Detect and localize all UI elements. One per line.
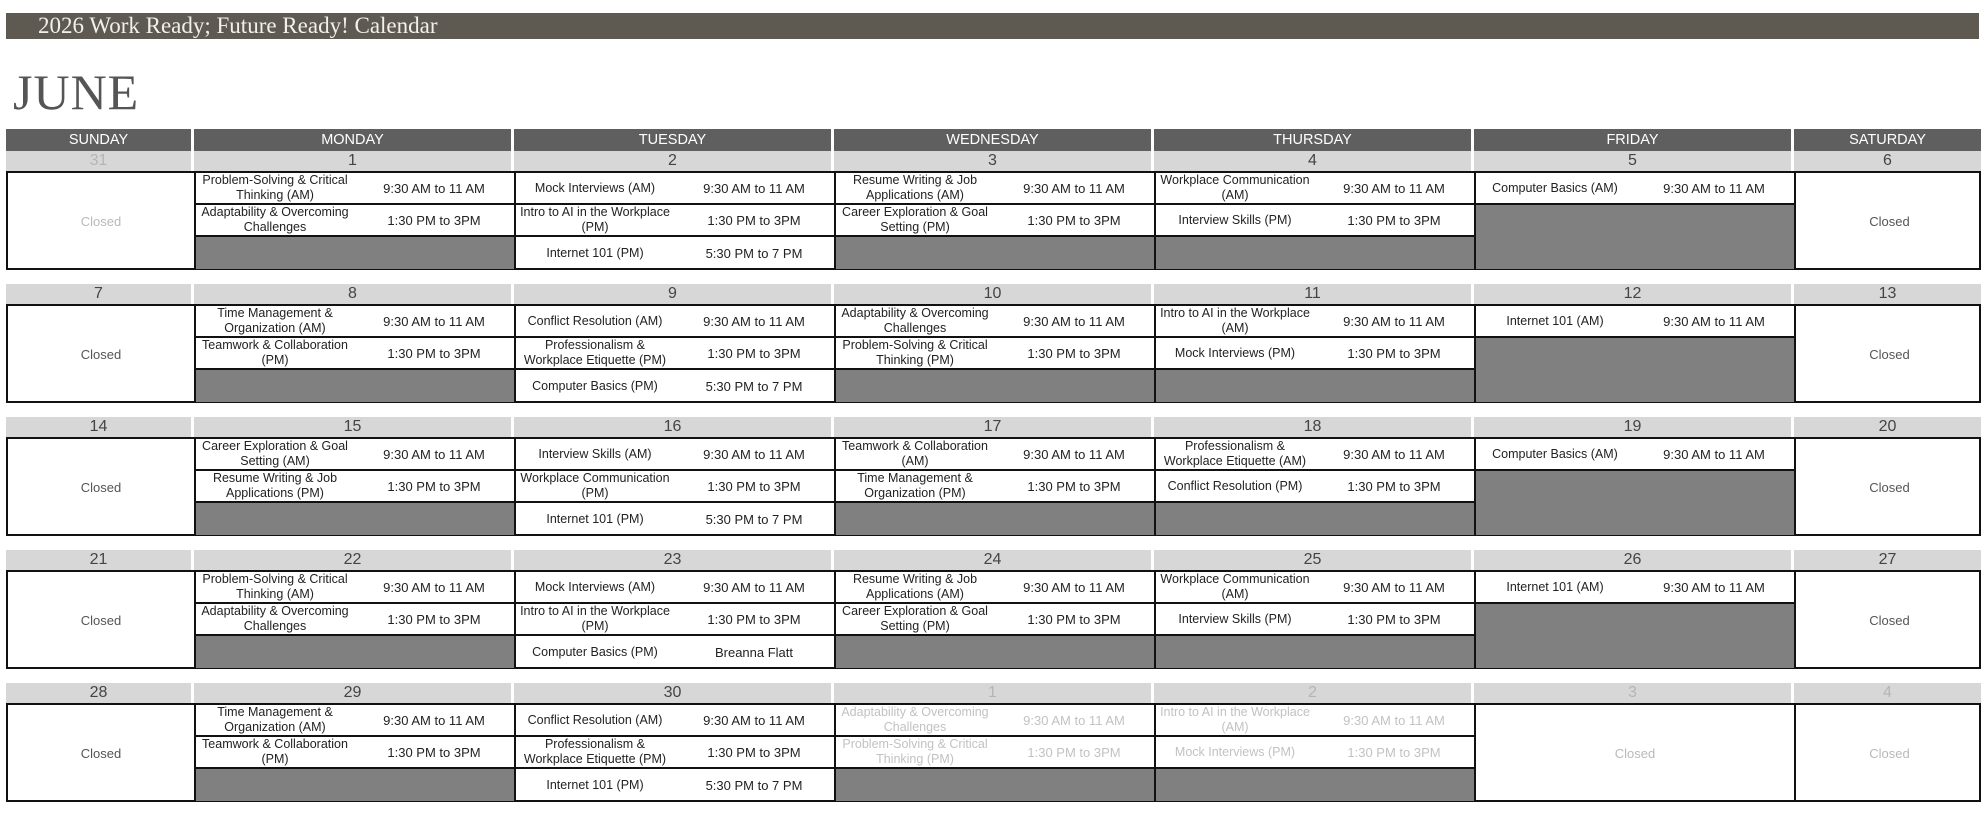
- date-number: 2: [514, 151, 834, 171]
- date-number: 5: [1474, 151, 1794, 171]
- day-cell: [516, 572, 836, 668]
- session-slot: [516, 737, 834, 769]
- day-cell: [836, 173, 1156, 269]
- session-time: 5:30 PM to 7 PM: [705, 511, 803, 527]
- session-slot: [196, 705, 514, 737]
- empty-slot-fill: [1476, 338, 1794, 402]
- session-name: Workplace Communication (PM): [520, 471, 670, 500]
- date-number: 10: [834, 284, 1154, 304]
- date-number: 2: [1154, 683, 1474, 703]
- empty-slot-fill: [1476, 205, 1794, 269]
- closed-label: Closed: [80, 612, 122, 628]
- date-number: 14: [6, 417, 194, 437]
- session-slot: [196, 439, 514, 471]
- empty-slot-fill: [196, 769, 514, 801]
- session-time: 1:30 PM to 3PM: [1347, 478, 1441, 494]
- empty-slot-fill: [1156, 503, 1474, 535]
- session-name: Teamwork & Collaboration (AM): [842, 439, 988, 468]
- session-name: Internet 101 (PM): [546, 777, 644, 792]
- closed-label: Closed: [1869, 745, 1910, 761]
- date-number: 19: [1474, 417, 1794, 437]
- session-time: 9:30 AM to 11 AM: [1023, 579, 1125, 595]
- session-slot: [1156, 705, 1474, 737]
- session-name: Resume Writing & Job Applications (PM): [212, 471, 338, 500]
- session-name: Intro to AI in the Workplace (AM): [1160, 705, 1310, 734]
- day-cell: [836, 306, 1156, 402]
- closed-label: Closed: [1869, 479, 1910, 495]
- session-slot: [836, 439, 1154, 471]
- weekday-header-wednesday: WEDNESDAY: [834, 129, 1154, 151]
- session-time: 9:30 AM to 11 AM: [1343, 446, 1445, 462]
- session-name: Time Management & Organization (AM): [217, 705, 333, 734]
- session-slot: [836, 205, 1154, 237]
- date-number: 3: [834, 151, 1154, 171]
- session-time: 9:30 AM to 11 AM: [383, 180, 485, 196]
- session-slot: [516, 572, 834, 604]
- session-slot: [1156, 471, 1474, 503]
- week-row: [6, 417, 1981, 536]
- session-time: 9:30 AM to 11 AM: [1023, 180, 1125, 196]
- session-time: 9:30 AM to 11 AM: [1023, 446, 1125, 462]
- session-time: 5:30 PM to 7 PM: [705, 245, 803, 261]
- date-number: 9: [514, 284, 834, 304]
- session-name: Resume Writing & Job Applications (AM): [852, 572, 978, 601]
- session-name: Problem-Solving & Critical Thinking (AM): [202, 572, 348, 601]
- session-slot: [196, 737, 514, 769]
- closed-label: Closed: [80, 479, 122, 495]
- weeks-container: [6, 151, 1981, 802]
- week-body: [6, 304, 1981, 403]
- session-time: 9:30 AM to 11 AM: [703, 579, 805, 595]
- session-slot: [836, 173, 1154, 205]
- session-name: Conflict Resolution (AM): [527, 712, 663, 727]
- session-slot: [516, 370, 834, 402]
- session-slot: [516, 237, 834, 269]
- session-name: Professionalism & Workplace Etiquette (PM): [523, 338, 667, 367]
- weekday-header-row: [6, 129, 1981, 151]
- session-name: Computer Basics (AM): [1492, 180, 1618, 195]
- session-time: 1:30 PM to 3PM: [1027, 744, 1121, 760]
- date-number: 28: [6, 683, 194, 703]
- date-number: 16: [514, 417, 834, 437]
- session-time: Breanna Flatt: [714, 644, 794, 660]
- session-time: 1:30 PM to 3PM: [1347, 744, 1441, 760]
- day-cell: [8, 572, 196, 668]
- day-cell: [196, 306, 516, 402]
- session-name: Career Exploration & Goal Setting (AM): [202, 439, 348, 468]
- weekday-header-sunday: SUNDAY: [6, 129, 194, 151]
- session-time: 9:30 AM to 11 AM: [383, 313, 485, 329]
- day-cell: [1476, 439, 1796, 535]
- weekday-header-thursday: THURSDAY: [1154, 129, 1474, 151]
- session-slot: [516, 636, 834, 668]
- empty-slot-fill: [196, 237, 514, 269]
- weekday-header-saturday: SATURDAY: [1849, 132, 1926, 148]
- day-cell: [196, 705, 516, 801]
- week-row: [6, 683, 1981, 802]
- session-time: 1:30 PM to 3PM: [387, 212, 481, 228]
- session-name: Conflict Resolution (AM): [527, 313, 663, 328]
- date-number: 26: [1474, 550, 1794, 570]
- session-slot: [196, 173, 514, 205]
- session-slot: [1476, 572, 1794, 604]
- session-name: Computer Basics (PM): [532, 644, 658, 659]
- day-cell: [1476, 173, 1796, 269]
- session-slot: [1476, 306, 1794, 338]
- session-slot: [516, 338, 834, 370]
- session-name: Mock Interviews (AM): [534, 579, 656, 594]
- empty-slot-fill: [1476, 604, 1794, 668]
- session-slot: [196, 471, 514, 503]
- session-name: Internet 101 (PM): [546, 511, 644, 526]
- session-slot: [1156, 173, 1474, 205]
- day-cell: [1156, 705, 1476, 801]
- session-time: 1:30 PM to 3PM: [707, 744, 801, 760]
- session-time: 1:30 PM to 3PM: [1347, 611, 1441, 627]
- empty-slot-fill: [1156, 237, 1474, 269]
- closed-label: Closed: [1869, 213, 1910, 229]
- empty-slot-fill: [1156, 370, 1474, 402]
- session-time: 1:30 PM to 3PM: [707, 345, 801, 361]
- session-slot: [1156, 737, 1474, 769]
- empty-slot-fill: [1476, 471, 1794, 535]
- session-slot: [1476, 173, 1794, 205]
- session-name: Professionalism & Workplace Etiquette (PM): [523, 737, 667, 766]
- session-time: 9:30 AM to 11 AM: [383, 579, 485, 595]
- session-time: 9:30 AM to 11 AM: [1023, 313, 1125, 329]
- session-name: Mock Interviews (PM): [1174, 744, 1296, 759]
- session-name: Career Exploration & Goal Setting (PM): [842, 604, 988, 633]
- session-time: 9:30 AM to 11 AM: [1343, 313, 1445, 329]
- day-cell: [516, 439, 836, 535]
- date-number: 27: [1878, 551, 1897, 568]
- day-cell: [1476, 306, 1796, 402]
- session-time: 9:30 AM to 11 AM: [1663, 446, 1765, 462]
- session-slot: [1156, 604, 1474, 636]
- closed-label: Closed: [80, 745, 122, 761]
- session-slot: [1476, 439, 1794, 471]
- date-number: 21: [6, 550, 194, 570]
- session-time: 1:30 PM to 3PM: [1027, 212, 1121, 228]
- empty-slot-fill: [836, 237, 1154, 269]
- session-name: Problem-Solving & Critical Thinking (PM): [842, 737, 988, 766]
- session-name: Adaptability & Overcoming Challenges: [201, 205, 349, 234]
- session-slot: [1156, 572, 1474, 604]
- day-cell: [1796, 306, 1983, 402]
- session-name: Adaptability & Overcoming Challenges: [201, 604, 349, 633]
- day-cell: [1476, 572, 1796, 668]
- session-name: Mock Interviews (PM): [1174, 345, 1296, 360]
- date-number: 4: [1154, 151, 1474, 171]
- session-time: 9:30 AM to 11 AM: [703, 313, 805, 329]
- date-number: 15: [194, 417, 514, 437]
- empty-slot-fill: [836, 769, 1154, 801]
- week-row: [6, 284, 1981, 403]
- date-number-row: [6, 151, 1981, 171]
- session-name: Professionalism & Workplace Etiquette (AM): [1163, 439, 1307, 468]
- day-cell: [1156, 306, 1476, 402]
- date-number-row: [6, 550, 1981, 570]
- session-time: 9:30 AM to 11 AM: [703, 446, 805, 462]
- closed-label: Closed: [1614, 745, 1656, 761]
- session-time: 1:30 PM to 3PM: [387, 345, 481, 361]
- session-name: Problem-Solving & Critical Thinking (AM): [202, 173, 348, 202]
- session-slot: [516, 306, 834, 338]
- empty-slot-fill: [196, 503, 514, 535]
- day-cell: [836, 705, 1156, 801]
- session-name: Resume Writing & Job Applications (AM): [852, 173, 978, 202]
- session-time: 9:30 AM to 11 AM: [1663, 579, 1765, 595]
- day-cell: [8, 705, 196, 801]
- session-name: Interview Skills (AM): [538, 446, 652, 461]
- session-time: 9:30 AM to 11 AM: [1663, 313, 1765, 329]
- session-slot: [1156, 338, 1474, 370]
- date-number: 22: [194, 550, 514, 570]
- empty-slot-fill: [836, 503, 1154, 535]
- calendar-banner-title: 2026 Work Ready; Future Ready! Calendar: [6, 13, 1979, 39]
- session-time: 9:30 AM to 11 AM: [383, 712, 485, 728]
- session-name: Intro to AI in the Workplace (PM): [520, 604, 670, 633]
- session-name: Workplace Communication (AM): [1160, 572, 1310, 601]
- day-cell: [836, 439, 1156, 535]
- session-name: Computer Basics (PM): [532, 378, 658, 393]
- empty-slot-fill: [1156, 636, 1474, 668]
- session-name: Intro to AI in the Workplace (PM): [520, 205, 670, 234]
- session-name: Problem-Solving & Critical Thinking (PM): [842, 338, 988, 367]
- date-number: 11: [1154, 284, 1474, 304]
- session-slot: [516, 769, 834, 801]
- date-number: 12: [1474, 284, 1794, 304]
- day-cell: [1476, 705, 1796, 801]
- session-slot: [196, 205, 514, 237]
- session-slot: [516, 705, 834, 737]
- week-row: [6, 151, 1981, 270]
- calendar-grid: [6, 129, 1981, 816]
- session-slot: [1156, 205, 1474, 237]
- session-time: 9:30 AM to 11 AM: [1343, 579, 1445, 595]
- empty-slot-fill: [836, 636, 1154, 668]
- date-number: 30: [514, 683, 834, 703]
- empty-slot-fill: [196, 636, 514, 668]
- date-number: 31: [6, 151, 194, 171]
- session-name: Conflict Resolution (PM): [1167, 478, 1303, 493]
- session-name: Interview Skills (PM): [1178, 212, 1292, 227]
- day-cell: [1156, 572, 1476, 668]
- session-time: 9:30 AM to 11 AM: [1663, 180, 1765, 196]
- session-name: Time Management & Organization (PM): [857, 471, 973, 500]
- session-slot: [516, 471, 834, 503]
- session-time: 9:30 AM to 11 AM: [1023, 712, 1125, 728]
- closed-label: Closed: [1869, 346, 1910, 362]
- day-cell: [1156, 173, 1476, 269]
- day-cell: [196, 173, 516, 269]
- session-name: Workplace Communication (AM): [1160, 173, 1310, 202]
- session-slot: [516, 173, 834, 205]
- empty-slot-fill: [1156, 769, 1474, 801]
- closed-label: Closed: [80, 213, 122, 229]
- session-time: 1:30 PM to 3PM: [707, 611, 801, 627]
- day-cell: [1796, 572, 1983, 668]
- session-time: 5:30 PM to 7 PM: [705, 777, 803, 793]
- session-name: Adaptability & Overcoming Challenges: [841, 705, 989, 734]
- week-body: [6, 570, 1981, 669]
- date-number: 23: [514, 550, 834, 570]
- date-number: 17: [834, 417, 1154, 437]
- closed-label: Closed: [80, 346, 122, 362]
- session-time: 5:30 PM to 7 PM: [705, 378, 803, 394]
- date-number: 18: [1154, 417, 1474, 437]
- closed-label: Closed: [1869, 612, 1910, 628]
- session-slot: [836, 338, 1154, 370]
- session-time: 1:30 PM to 3PM: [707, 478, 801, 494]
- date-number: 1: [834, 683, 1154, 703]
- date-number-row: [6, 284, 1981, 304]
- session-slot: [836, 737, 1154, 769]
- day-cell: [1796, 705, 1983, 801]
- session-name: Adaptability & Overcoming Challenges: [841, 306, 989, 335]
- session-time: 1:30 PM to 3PM: [707, 212, 801, 228]
- date-number: 20: [1878, 418, 1897, 435]
- date-number-row: [6, 417, 1981, 437]
- date-number: 29: [194, 683, 514, 703]
- session-slot: [836, 471, 1154, 503]
- session-name: Teamwork & Collaboration (PM): [202, 338, 348, 367]
- date-number: 4: [1883, 684, 1892, 701]
- session-slot: [516, 439, 834, 471]
- session-time: 1:30 PM to 3PM: [1027, 478, 1121, 494]
- session-time: 9:30 AM to 11 AM: [1343, 712, 1445, 728]
- session-time: 9:30 AM to 11 AM: [703, 180, 805, 196]
- day-cell: [8, 439, 196, 535]
- date-number: 3: [1474, 683, 1794, 703]
- session-name: Interview Skills (PM): [1178, 611, 1292, 626]
- session-slot: [516, 604, 834, 636]
- session-slot: [836, 705, 1154, 737]
- session-name: Computer Basics (AM): [1492, 446, 1618, 461]
- date-number-row: [6, 683, 1981, 703]
- date-number: 25: [1154, 550, 1474, 570]
- week-body: [6, 437, 1981, 536]
- day-cell: [1796, 439, 1983, 535]
- day-cell: [1796, 173, 1983, 269]
- day-cell: [1156, 439, 1476, 535]
- day-cell: [8, 173, 196, 269]
- weekday-header-friday: FRIDAY: [1474, 129, 1794, 151]
- session-slot: [196, 572, 514, 604]
- session-name: Intro to AI in the Workplace (AM): [1160, 306, 1310, 335]
- empty-slot-fill: [836, 370, 1154, 402]
- session-name: Mock Interviews (AM): [534, 180, 656, 195]
- session-time: 9:30 AM to 11 AM: [703, 712, 805, 728]
- day-cell: [8, 306, 196, 402]
- session-slot: [836, 572, 1154, 604]
- session-time: 1:30 PM to 3PM: [1347, 345, 1441, 361]
- session-time: 1:30 PM to 3PM: [387, 744, 481, 760]
- session-slot: [516, 503, 834, 535]
- week-body: [6, 703, 1981, 802]
- day-cell: [516, 173, 836, 269]
- date-number: 6: [1883, 152, 1892, 169]
- session-name: Time Management & Organization (AM): [217, 306, 333, 335]
- weekday-header-monday: MONDAY: [194, 129, 514, 151]
- session-time: 1:30 PM to 3PM: [1347, 212, 1441, 228]
- date-number: 13: [1878, 285, 1897, 302]
- session-name: Teamwork & Collaboration (PM): [202, 737, 348, 766]
- session-time: 1:30 PM to 3PM: [387, 611, 481, 627]
- week-body: [6, 171, 1981, 270]
- session-name: Internet 101 (AM): [1506, 579, 1604, 594]
- session-slot: [196, 604, 514, 636]
- day-cell: [196, 439, 516, 535]
- empty-slot-fill: [196, 370, 514, 402]
- session-time: 9:30 AM to 11 AM: [383, 446, 485, 462]
- date-number: 24: [834, 550, 1154, 570]
- date-number: 1: [194, 151, 514, 171]
- weekday-header-tuesday: TUESDAY: [514, 129, 834, 151]
- month-title: JUNE: [13, 64, 140, 120]
- session-slot: [196, 338, 514, 370]
- day-cell: [196, 572, 516, 668]
- date-number: 7: [6, 284, 194, 304]
- session-slot: [1156, 439, 1474, 471]
- session-name: Internet 101 (PM): [546, 245, 644, 260]
- session-time: 9:30 AM to 11 AM: [1343, 180, 1445, 196]
- session-slot: [516, 205, 834, 237]
- session-time: 1:30 PM to 3PM: [387, 478, 481, 494]
- session-slot: [836, 306, 1154, 338]
- session-time: 1:30 PM to 3PM: [1027, 611, 1121, 627]
- session-name: Career Exploration & Goal Setting (PM): [842, 205, 988, 234]
- date-number: 8: [194, 284, 514, 304]
- day-cell: [516, 306, 836, 402]
- day-cell: [516, 705, 836, 801]
- session-name: Internet 101 (AM): [1506, 313, 1604, 328]
- week-row: [6, 550, 1981, 669]
- session-slot: [836, 604, 1154, 636]
- session-time: 1:30 PM to 3PM: [1027, 345, 1121, 361]
- session-slot: [1156, 306, 1474, 338]
- session-slot: [196, 306, 514, 338]
- day-cell: [836, 572, 1156, 668]
